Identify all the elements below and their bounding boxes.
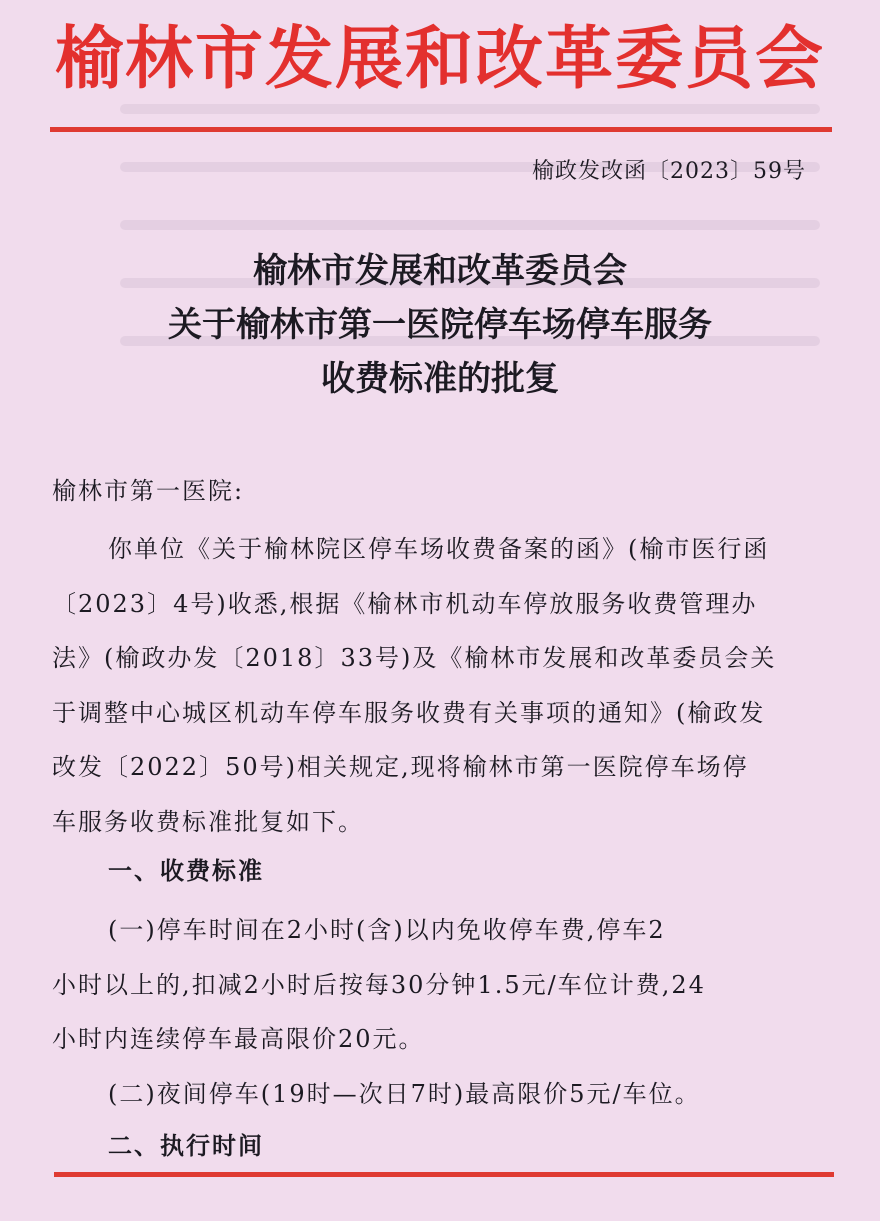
body-line: 改发〔2022〕50号)相关规定,现将榆林市第一医院停车场停 <box>52 753 749 781</box>
section-heading-fee-standard: 一、收费标准 <box>108 857 264 885</box>
clause-2 <box>52 1067 836 1122</box>
clause-line: 小时内连续停车最高限价20元。 <box>52 1025 425 1053</box>
clause-line: (二)夜间停车(19时—次日7时)最高限价5元/车位。 <box>108 1080 701 1108</box>
letterhead-title: 榆林市发展和改革委员会 <box>54 20 825 99</box>
clause-line: (一)停车时间在2小时(含)以内免收停车费,停车2 <box>108 916 666 944</box>
title-line-3: 收费标准的批复 <box>321 359 559 399</box>
section-heading-effective-date: 二、执行时间 <box>108 1132 264 1160</box>
body-line: 法》(榆政办发〔2018〕33号)及《榆林市发展和改革委员会关 <box>52 644 777 672</box>
body-line: 〔2023〕4号)收悉,根据《榆林市机动车停放服务收费管理办 <box>52 589 758 618</box>
body-line: 你单位《关于榆林院区停车场收费备案的函》(榆市医行函 <box>108 535 770 563</box>
title-line-2: 关于榆林市第一医院停车场停车服务 <box>168 305 712 345</box>
footer-red-rule <box>54 1172 834 1177</box>
title-line-1: 榆林市发展和改革委员会 <box>253 251 627 291</box>
salutation: 榆林市第一医院: <box>52 477 245 505</box>
body-line: 车服务收费标准批复如下。 <box>52 807 364 836</box>
document-number: 榆政发改函〔2023〕59号 <box>532 159 806 184</box>
body-line: 于调整中心城区机动车停车服务收费有关事项的通知》(榆政发 <box>52 698 766 727</box>
document-title <box>0 244 880 406</box>
clause-1 <box>52 903 836 1067</box>
body-paragraph <box>52 522 836 849</box>
letterhead-red-rule <box>50 127 832 132</box>
clause-line: 小时以上的,扣减2小时后按每30分钟1.5元/车位计费,24 <box>52 970 706 999</box>
